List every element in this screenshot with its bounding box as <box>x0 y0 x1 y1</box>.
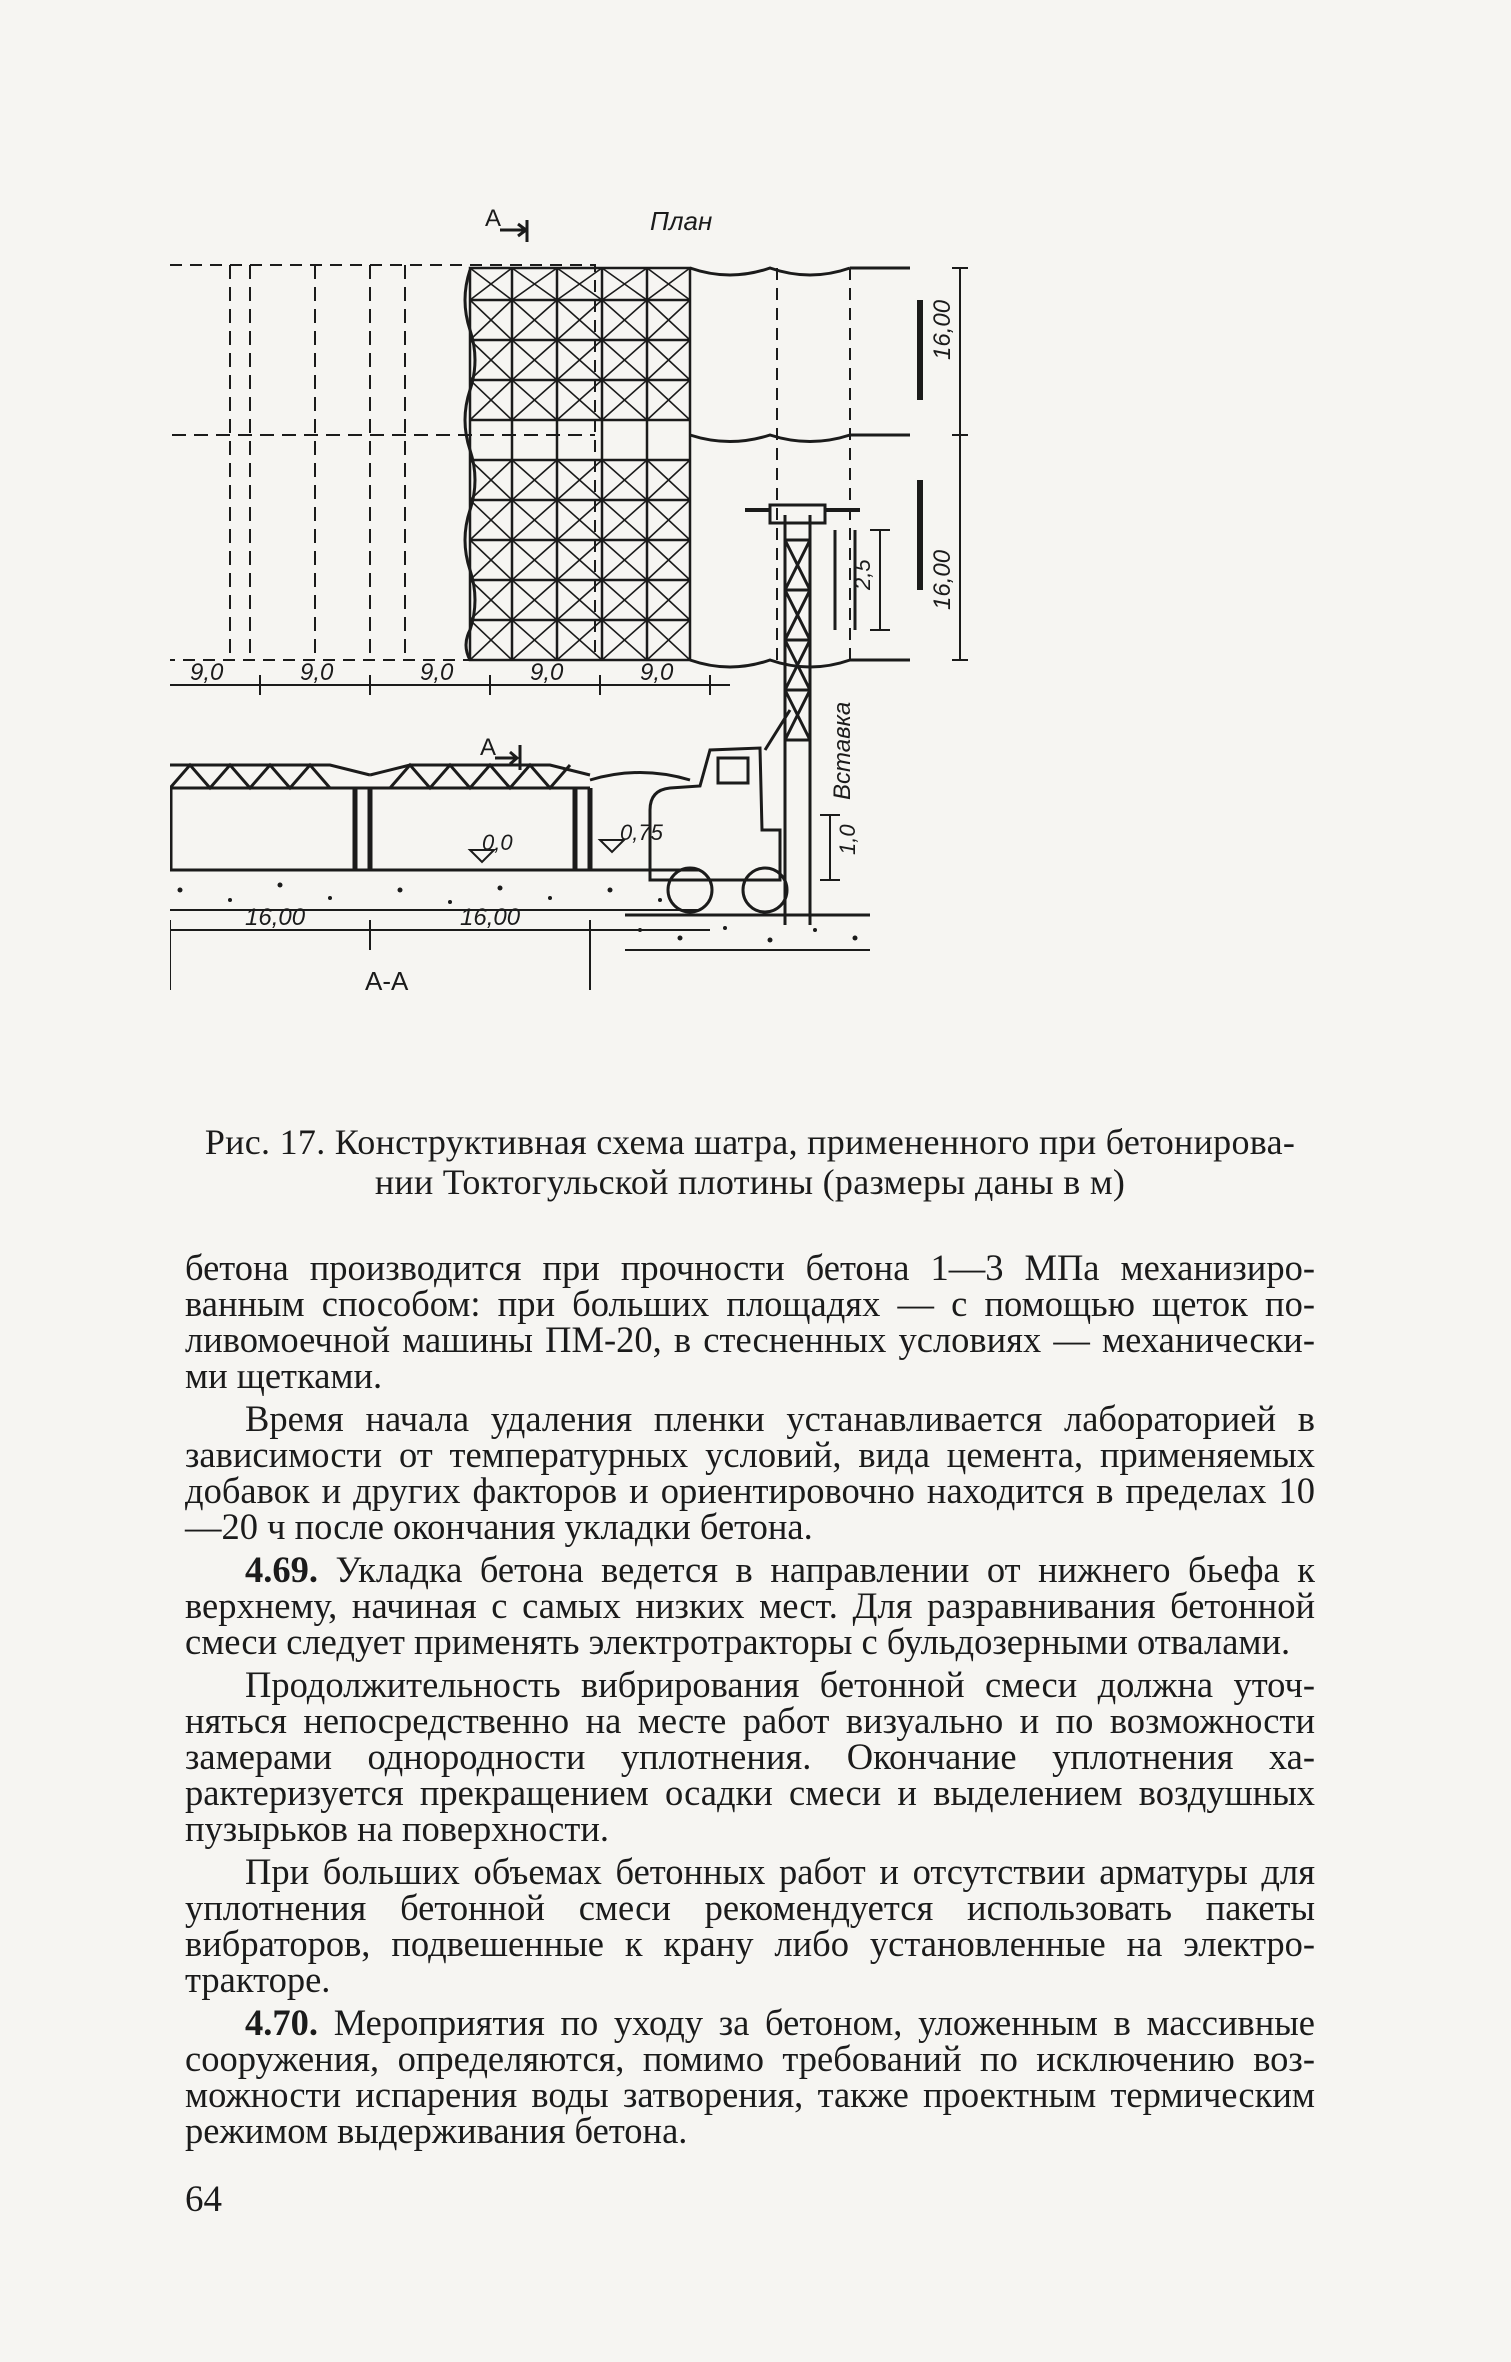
plan-height-2: 16,00 <box>929 549 956 610</box>
plan-height-1: 16,00 <box>929 299 956 360</box>
paragraph-1: бетона производится при прочности бетона 1—3 МПа механизированным способом: при больших площадях — с помощью щеток поливомоечной машины ПМ-20, в стесненных условиях — механическими щетками. <box>185 1247 1315 1396</box>
plan-span-1: 9,0 <box>190 659 224 686</box>
level-zero: 0,0 <box>482 830 513 855</box>
paragraph-3: 4.69. Укладка бетона ведется в направлении от нижнего бьефа к верхнему, начиная с самых низких мест. Для разравнивания бетонной смеси следует применять электротракторы с бульдозерными отвалами. <box>185 1549 1315 1662</box>
plan-span-5: 9,0 <box>640 659 674 686</box>
section-span-1: 16,00 <box>245 904 306 931</box>
insert-height: 2,5 <box>850 559 875 590</box>
body-text <box>185 1247 1315 2156</box>
plan-span-2: 9,0 <box>300 659 334 686</box>
caption-line-1: Рис. 17. Конструктивная схема шатра, примененного при бетонирова- <box>204 1122 1296 1162</box>
truck-clearance: 1,0 <box>835 824 860 855</box>
plan-label: План <box>650 206 713 236</box>
caption-line-2: нии Токтогульской плотины (размеры даны в м) <box>374 1162 1126 1202</box>
section-span-2: 16,00 <box>460 904 521 931</box>
figure-17 <box>170 190 1320 1110</box>
side-view <box>625 505 890 950</box>
paragraph-5: При больших объемах бетонных работ и отсутствии арматуры для уплотнения бетонной смеси рекомендуется использовать пакеты вибраторов, подвешенные к крану либо установленные на электротракторе. <box>185 1851 1315 2000</box>
insert-label: Вставка <box>829 701 856 800</box>
plan-span-3: 9,0 <box>420 659 454 686</box>
section-marker-top: А <box>485 205 502 232</box>
section-view <box>170 734 710 996</box>
paragraph-6: 4.70. Мероприятия по уходу за бетоном, уложенным в массивные сооружения, определяются, помимо требований по исключению возможности испарения воды затворения, также проектным термическим режимом выдерживания бетона. <box>185 2002 1315 2151</box>
paragraph-2: Время начала удаления пленки устанавливается лабораторией в зависимости от температурных условий, вида цемента, применяемых добавок и других факторов и ориентировочно находится в пределах 10—20 ч после окончания укладки бетона. <box>185 1398 1315 1547</box>
level-top: 0,75 <box>620 820 663 845</box>
section-marker-mid: А <box>480 734 497 761</box>
figure-caption <box>185 1122 1315 1202</box>
section-number-4-70: 4.70. <box>245 2002 318 2043</box>
paragraph-4: Продолжительность вибрирования бетонной смеси должна уточняться непосредственно на месте работ визуально и по возможности замерами однородности уплотнения. Окончание уплотнения характеризуется прекращением осадки смеси и выделением воздушных пузырьков на поверхности. <box>185 1664 1315 1849</box>
page-number: 64 <box>185 2179 222 2220</box>
plan-view <box>170 205 968 695</box>
section-caption: А-А <box>365 966 409 996</box>
plan-span-4: 9,0 <box>530 659 564 686</box>
section-number-4-69: 4.69. <box>245 1549 318 1590</box>
